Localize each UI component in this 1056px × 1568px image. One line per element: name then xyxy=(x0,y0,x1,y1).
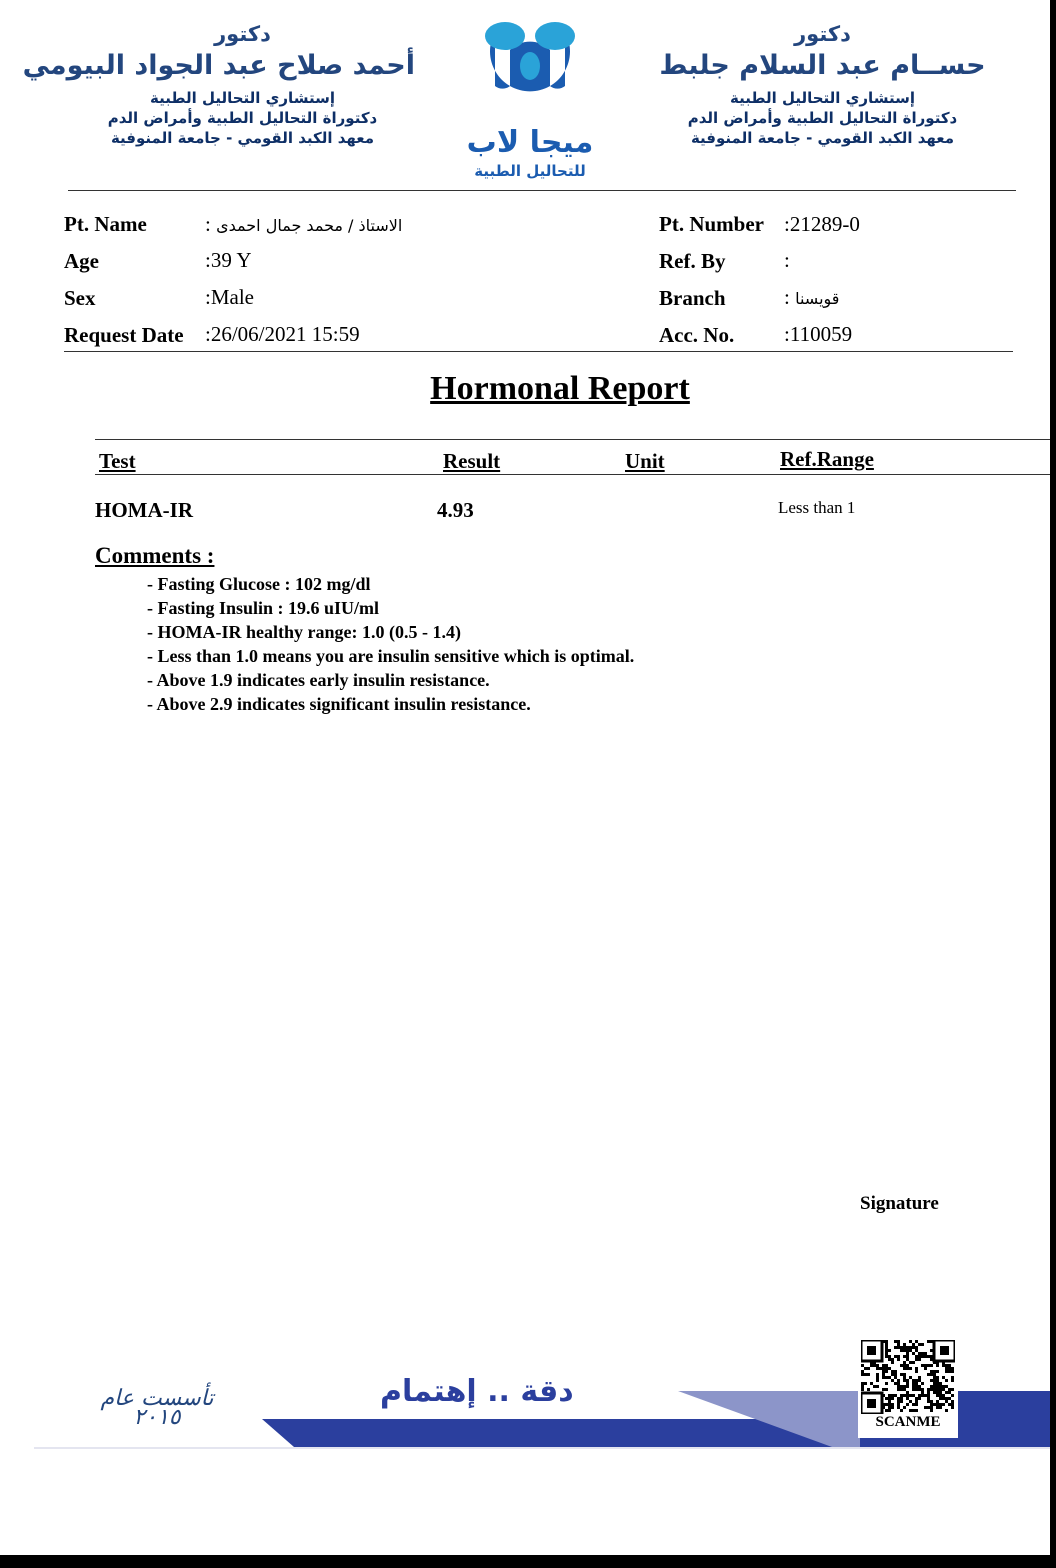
pt-name-row xyxy=(205,212,402,237)
age-value: 39 Y xyxy=(210,248,252,272)
comment-item: - HOMA-IR healthy range: 1.0 (0.5 - 1.4) xyxy=(147,622,461,642)
right-doctor-name: حســام عبد السلام جلبط xyxy=(659,50,986,81)
request-date-label: Request Date xyxy=(64,323,184,347)
request-date-value: 26/06/2021 15:59 xyxy=(210,322,360,346)
colon: : xyxy=(784,285,796,309)
left-doctor-line1: إستشاري التحاليل الطبية xyxy=(150,89,335,107)
left-doctor-line3: معهد الكبد القومي - جامعة المنوفية xyxy=(110,129,375,147)
right-doctor-line2: دكتوراة التحاليل الطبية وأمراض الدم xyxy=(687,109,958,127)
col-result-header: Result xyxy=(443,449,501,473)
right-doctor-header xyxy=(650,22,995,147)
comments-heading: Comments : xyxy=(95,543,215,568)
sex-value: Male xyxy=(210,285,254,309)
col-test-header: Test xyxy=(99,449,136,473)
request-date-row: :26/06/2021 15:59 xyxy=(205,322,360,346)
patient-divider xyxy=(64,351,1013,352)
qr-caption: SCANME xyxy=(875,1414,941,1430)
comment-item: - Less than 1.0 means you are insulin sensitive which is optimal. xyxy=(147,646,635,666)
comment-item: - Fasting Glucose : 102 mg/dl xyxy=(147,574,371,594)
left-doctor-title: دكتور xyxy=(214,22,271,46)
report-title: Hormonal Report xyxy=(430,370,690,407)
lab-logo xyxy=(455,14,605,180)
left-doctor-line2: دكتوراة التحاليل الطبية وأمراض الدم xyxy=(107,109,378,127)
branch-label: Branch xyxy=(659,286,726,310)
acc-no-value: 110059 xyxy=(789,322,853,346)
left-doctor-header xyxy=(22,22,415,147)
acc-no-label: Acc. No. xyxy=(659,323,735,347)
ref-range-cell: Less than 1 xyxy=(778,498,856,517)
comment-item: - Above 1.9 indicates early insulin resistance. xyxy=(147,670,490,690)
lab-logo-mark-icon xyxy=(455,14,605,122)
right-doctor-title: دكتور xyxy=(794,22,851,46)
qr-code[interactable] xyxy=(858,1338,958,1438)
col-unit-header: Unit xyxy=(625,449,665,473)
ref-by-label: Ref. By xyxy=(659,249,726,273)
sex-row: :Male xyxy=(205,285,254,309)
table-top-divider xyxy=(95,439,1050,440)
comments-list xyxy=(147,572,634,716)
footer-slogan: دقة .. إهتمام xyxy=(380,1374,574,1409)
right-doctor-line1: إستشاري التحاليل الطبية xyxy=(730,89,915,107)
lab-logo-tagline: للتحاليل الطبية xyxy=(474,162,586,180)
lab-logo-name: ميجا لاب xyxy=(466,125,594,160)
col-ref-header: Ref.Range xyxy=(780,447,874,471)
pt-name-label: Pt. Name xyxy=(64,212,147,236)
sex-label: Sex xyxy=(64,286,96,310)
header-divider xyxy=(68,190,1016,191)
table-header-divider xyxy=(95,474,1050,475)
result-cell: 4.93 xyxy=(437,498,474,522)
pt-number-value: 21289-0 xyxy=(789,212,860,236)
pt-name-value: الاستاذ / محمد جمال احمدى xyxy=(216,216,403,235)
comment-item: - Fasting Insulin : 19.6 uIU/ml xyxy=(147,598,380,618)
qr-code-icon xyxy=(861,1340,955,1414)
pt-number-label: Pt. Number xyxy=(659,212,764,236)
comment-item: - Above 2.9 indicates significant insulin resistance. xyxy=(147,694,531,714)
ref-by-row: : xyxy=(784,248,790,272)
branch-value: قويسنا xyxy=(795,289,840,308)
founded-text: تأسست عام xyxy=(100,1386,214,1411)
right-doctor-line3: معهد الكبد القومي - جامعة المنوفية xyxy=(690,129,955,147)
age-label: Age xyxy=(64,249,99,273)
test-name-cell: HOMA-IR xyxy=(95,498,193,522)
branch-row xyxy=(784,285,839,310)
age-row: :39 Y xyxy=(205,248,252,272)
pt-number-row: :21289-0 xyxy=(784,212,860,236)
colon: : xyxy=(205,212,217,236)
founded-year: ٢٠١٥ xyxy=(133,1405,181,1430)
acc-no-row: :110059 xyxy=(784,322,853,346)
left-doctor-name: أحمد صلاح عبد الجواد البيومي xyxy=(22,50,415,81)
signature-label: Signature xyxy=(860,1193,939,1214)
